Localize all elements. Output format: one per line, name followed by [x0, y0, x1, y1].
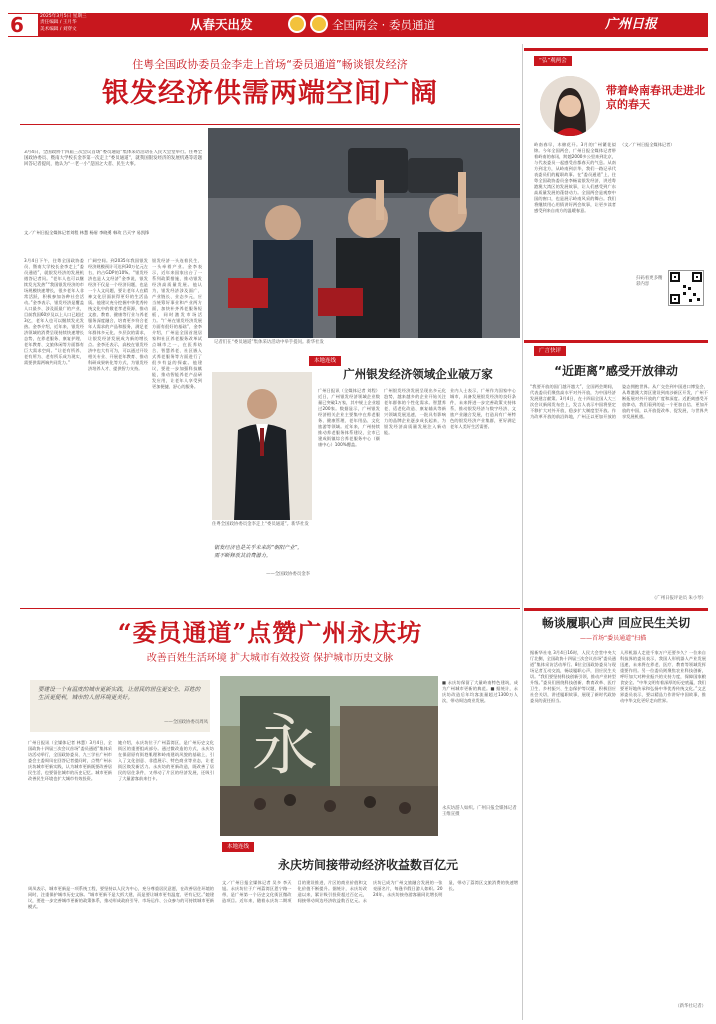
lead2-photo-notes: ■ 永庆坊保留了大量岭南特色建筑，成为广州城市更新的典范。■ 据统计，永庆坊改造后年均客流量超过1300万人次，带动周边商业发展。 [442, 680, 518, 703]
article2-quote-by: ——全国政协委员金李 [266, 572, 310, 577]
designer-line: 美术编辑 / 刘穿文 [40, 26, 77, 32]
sidebar-rule [524, 608, 708, 611]
lead-byline: 文／广州日报全媒体记者刘程 林慧 杨眉 李晓勇 韩玫 吕天宇 易凯锋 [24, 230, 150, 235]
sidebar3-headline: 畅谈履职心声 回应民生关切 [541, 616, 691, 630]
pull-quote-by: ——全国政协委员周凤 [164, 720, 208, 725]
divider [20, 124, 520, 125]
lead2-subhead: 改善百姓生活环境 扩大城市有效投资 保护城市历史文脉 [146, 653, 394, 664]
sidebar-tag: 广言快评 [534, 346, 566, 356]
sidebar-avatar [540, 76, 600, 136]
lead2-headline: “委员通道”点赞广州永庆坊 [117, 618, 423, 647]
lead-kicker: 住粤全国政协委员金李走上首场“委员通道”畅谈银发经济 [132, 58, 408, 71]
article2-photo [212, 372, 312, 520]
article3-body: 文／广州日报全媒体记者 吴多 李天旭。永庆坊位于广州荔湾区恩宁路一带，是广州第一个历史文化街区微改造项目。近年来，随着永庆坊二期项目的建设推进，片区的商业价值和文化价值不断提升。据统计，永庆坊改造以来，累计吸引投资超过百亿元，间接带动周边经济收益数百亿元。永庆坊已成为广州文旅融合发展的一张亮丽名片，每逢节假日游人如织。2024年，永庆坊接待游客量同比增长明显，带动了荔湾区文旅消费的快速增长。 [222, 880, 518, 903]
date-line: 2025年3月5日 星期三 [40, 14, 87, 19]
editor-line: 责任编辑 / 王月华 [40, 20, 77, 26]
column-divider [522, 44, 523, 1020]
qr-code-icon [669, 271, 703, 305]
section-title: 从春天出发 [190, 17, 253, 32]
sidebar-byline: （广州日报评论员 朱小琴） [651, 596, 706, 601]
lead-column: 广阔空间。到2035年我国银发经济规模预计可达到30万亿元左右，约占GDP的10%。“银发经济也是人文经济”金李说，银发经济不仅是一个经济问题，也是一个人文问题，要让老年人在精神文化层面获得更好的生活品质。他建议充分挖掘中华优秀传统文化中的敬老孝老资源，推动文旅、教育、健康等行业与养老服务深度融合，培育更多符合老年人需求的产品和服务，满足老年群体多元化、多层次的需求，让银发经济发展成为新的增长点。金李还表示，高校在银发经济中也大有可为，可以通过开设相关专业、开展老年教育、推动科研成果转化等方式，为银发经济培养人才、提供智力支持。 [88, 258, 148, 371]
sidebar-body-cont: （文／广州日报全媒体记者） [620, 142, 675, 147]
article3-headline: 永庆坊间接带动经济收益数百亿元 [277, 858, 458, 872]
lead-column: 银发经济一头连着民生、一头牵着产业。金李表示，近年来国家出台了一系列政策措施，推动银发经济高质量发展。他认为，银发经济涉及面广、产业链长、业态多元，应当统筹好事业和产业两方面，加快补齐养老服务短板，同时激发市场活力。“广州在银发经济发展方面有很好的基础”，金李介绍，广州是全国首批居家和社区养老服务改革试点城市之一，在医养结合、智慧养老、社区嵌入式养老服务等方面进行了很多有益的探索。他建议，要进一步加强科技赋能，推动智能养老产品研发应用，让老年人享受到更加便捷、舒心的服务。 [152, 258, 202, 389]
qr-code[interactable] [668, 270, 704, 306]
sidebar-headline: 带着岭南春讯走进北京的春天 [606, 84, 705, 111]
article2-column: 广州银发经济发展呈现出多元化趋势，越来越多的企业开始关注老年群体的个性化需求。智慧养老、适老化改造、康复辅具等新兴领域发展迅速，一批具有影响力的品牌企业逐步成长起来，为银发经济高质量发展注入新动能。 [384, 388, 446, 435]
sidebar3-subhead: ——首场“委员通道”扫描 [580, 635, 647, 642]
lead-photo-caption: 记者们在“委员通道”集体采访活动中举手提问。新华社发 [214, 340, 324, 345]
yongqingfang-photo [220, 676, 438, 836]
lead-intro: 3月4日，全国政协十四届三次会议首场“委员通道”集体采访活动在人民大会堂举行。住粤全国政协委员、暨南大学校长金李第一次走上“委员通道”，就我国银发经济的发展机遇等话题回答记者提问，他认为“一老一小”是国之大者、民生大事。 [24, 150, 202, 168]
emblem-icon [310, 15, 328, 33]
section-tag: 本地连线 [309, 356, 341, 366]
sidebar-tag: “弘”观两会 [534, 56, 572, 66]
article2-column: 业内人士表示，广州作为国家中心城市，具备发展银发经济的良好条件，未来将进一步完善政策支持体系，推动银发经济与数字经济、文旅产业融合发展，打造具有广州特色的银发经济产业集群，更好满足老年人美好生活需要。 [450, 388, 516, 429]
section-tag: 本地连线 [222, 842, 254, 852]
press-conference-photo [208, 128, 520, 338]
newspaper-logo: 广州日报 [605, 17, 658, 32]
lead2-photo-caption: 永庆坊游人如织。广州日报全媒体记者 王维宣摄 [442, 806, 517, 817]
portrait-photo [212, 372, 312, 520]
article2-quote: 银发经济也是关乎未来的“朝阳产业”，需不断释放其消费潜力。 [214, 545, 303, 559]
sidebar-rule [524, 340, 708, 343]
page-number: 6 [8, 14, 38, 36]
article2-headline: 广州银发经济领域企业破万家 [343, 367, 493, 381]
lead-headline: 银发经济供需两端空间广阔 [102, 78, 438, 109]
qr-label: 扫码看更多精彩内容 [636, 276, 663, 287]
lead-photo [208, 128, 520, 338]
header-meta [40, 14, 87, 33]
lead2-column: 她介绍，永庆坊位于广州荔湾区，是广州历史文化街区的重要组成部分。通过微改造的方式，永庆坊在保留原有街巷肌理和岭南建筑风貌的基础上，引入了文化创意、非遗展示、特色商业等业态，让老街区焕发新活力。永庆坊的更新改造，既改善了居民的居住条件，又带动了片区的经济发展，还吸引了大量游客前来打卡。 [118, 740, 214, 781]
section-subtitle: 全国两会 · 委员通道 [332, 18, 435, 32]
sidebar3-column: 人形机器人走进千家万户还要多久？一位来自科技界的委员表示，我国人形机器人产业发展迅速，未来将在养老、医疗、教育等领域发挥重要作用。另一位委员则聚焦农业科技创新，呼吁加大对种业振兴的支持力度，保障国家粮食安全。“中华文明有着深厚的历史底蕴，我们要更好地传承和弘扬中华优秀传统文化。”文艺界委员表示，要以精品力作讲好中国故事，推动中华文化更好走向世界。 [620, 650, 706, 703]
sidebar-rule [524, 48, 708, 51]
divider [20, 608, 520, 609]
svg-text:永: 永 [252, 707, 318, 784]
emblem-icon [288, 15, 306, 33]
pull-quote-text: 要建设一个有温度的城市更新实践，让居民的居住更安全、百姓的生活更便利，城市的人居环境更美好。 [38, 687, 201, 701]
sidebar-body: 岭南春早，木棉花开。3月的广州繁花似锦。今年全国两会，广州日报全媒体记者带着岭南的春讯，跨越2000多公里来到北京，与代表委员一起感受首都春天的气息。从南方到北方，从岭南到京华，我们一路记录代表委员们的履职故事。在“委员通道”上，住粤全国政协委员金李畅谈银发经济，讲述粤港澳大湾区的发展故事，让人们感受到广东高质量发展的蓬勃动力。全国两会是观察中国的窗口，也是展示岭南风采的舞台。我们将继续用心用情讲好两会故事，让更多读者感受到来自南方的温暖春意。 [534, 142, 616, 213]
lead2-photo [220, 676, 438, 836]
reporter-photo [540, 76, 600, 136]
lead-column: 3月4日下午，住粤全国政协委员、暨南大学校长金李走上“委员通道”，就银发经济的发展机遇答记者问。“老年人也可以继续发光发热”“我国银发经济的市场规模快速增长，很多老年人非常活跃，积极参加各种社会活动。”金李表示，银发经济是覆盖人口最多、涉及面最广的产业，目前我国60岁及以上人口已超过3亿，老年人也可以继续发光发热。金李介绍，近年来，银发经济领域的消费呈现持续快速增长态势，在养老服务、康复护理、老年教育、文旅休闲等方面都有巨大需求空间。“让老有所养、老有所为、老有所乐成为现实，需要供需两端共同发力。” [24, 258, 84, 365]
lead2-column: 广州日报讯（全媒体记者 林慧）3月4日，全国政协十四届三次会议首场“委员通道”集体采访活动举行，全国政协委员、九三学社广州市委会主委周凤在回答记者提问时，点赞广州永庆坊城市更新实践，认为城市更新既要改善居民生活，也要留住城市的历史记忆。城市更新改善民生环境也扩大城市有效投资。 [28, 740, 112, 781]
article2-photo-caption: 住粤全国政协委员金李走上“委员通道”。新华社发 [212, 522, 309, 527]
article2-column: 广州日报讯（全媒体记者 刘程）近日，广州银发经济领域企业数量已突破1万家，其中规上企业超过200家。数据显示，广州银发经济相关企业主要集中在养老服务、健康管理、老年用品、文化旅游等领域。近年来，广州持续推动养老服务体系建设，全市已建成街镇综合养老服务中心（颐康中心）100%覆盖。 [318, 388, 380, 447]
sidebar-headline: “近距离”感受开放律动 [554, 364, 678, 378]
sidebar3-column: 据新华社电 3月4日16时，人民大会堂中央大厅北侧，全国政协十四届三次会议首场“委员通道”集体采访活动举行。8位全国政协委员与现场记者互动交流，畅谈履职心声，回应民生关切。“我们要坚持科技创新引领，推动产业转型升级。”委员们围绕科技创新、教育改革、医疗卫生、乡村振兴、生态保护等议题，积极回应社会关切，讲述履职故事，展现了新时代政协委员的责任担当。 [530, 650, 616, 703]
lead2-column: 周凤表示，城市更新是一项系统工程，要坚持以人民为中心，充分尊重居民意愿，在改善居住环境的同时，注重保护城市历史文脉。“城市更新不是大拆大建，而是要让城市更有温度、更有记忆。”她建议，要进一步完善城市更新的政策体系，推动形成政府引导、市场运作、公众参与的可持续城市更新模式。 [28, 886, 214, 909]
sidebar3-byline: （新华社记者） [675, 1004, 706, 1009]
sidebar-body: “我要开放的国门越开越大”，全国两会期间，代表委员们聚焦高水平对外开放，为中国经济发展建言献策。3月4日，在十四届全国人大三次会议新闻发布会上，发言人表示中国将坚定不移扩大对外开放，稳步扩大制度型开放。作为改革开放的前沿阵地，广州正以更加开放的姿态拥抱世界。从广交会到中国进口博览会，从粤港澳大湾区建设到南沙新区开发，广州不断拓展对外开放的广度和深度。近距离感受开放律动，我们看到的是一个更加自信、更加开放的中国，以开放促改革、促发展，与世界共享发展机遇。 [530, 384, 708, 419]
